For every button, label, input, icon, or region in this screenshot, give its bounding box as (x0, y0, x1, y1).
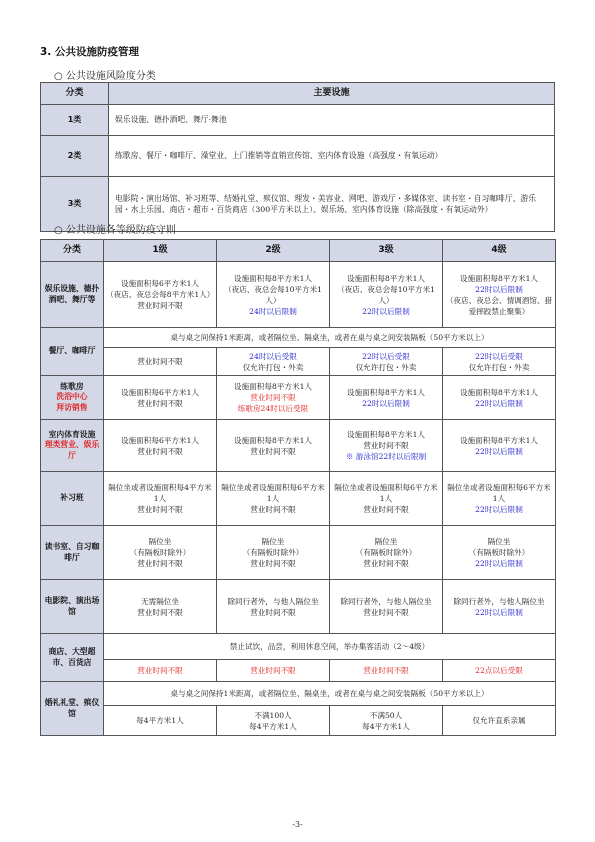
table-row (41, 472, 556, 526)
level-4-cell: 设施面积每8平方米1人 22时以后限制 (443, 420, 556, 472)
table-row (41, 262, 556, 328)
level-4-cell: 隔位坐或者设施面积每6平方米1人 22时以后限制 (443, 472, 556, 526)
level-3-cell: 隔位坐或者设施面积每6平方米1人 营业时间不限 (330, 472, 443, 526)
level-2-cell: 隔位坐或者设施面积每6平方米1人 营业时间不限 (217, 472, 330, 526)
level-2-cell: 不满100人 每4平方米1人 (217, 706, 330, 736)
level-3-cell: 设施面积每8平方米1人 营业时间不限 ※ 游泳馆22时以后限制 (330, 420, 443, 472)
spanning-rule-cell: 禁止试饮，品尝，利用休息空间，举办集客活动（2～4级） (104, 634, 556, 660)
table-row (41, 376, 556, 420)
level-4-cell: 仅允许直系亲属 (443, 706, 556, 736)
level-2-cell: 隔位坐 （有隔板时除外） 营业时间不限 (217, 526, 330, 580)
level-1-cell: 营业时间不限 (104, 660, 217, 682)
category-cell-karaoke: 练歌房 洗浴中心 拜访销售 (41, 376, 104, 420)
table-row (41, 105, 555, 136)
risk-classification-table (40, 82, 555, 232)
table-row (41, 136, 555, 177)
table-row (41, 660, 556, 682)
level-4-cell: 除同行者外，与他人隔位坐 22时以后限制 (443, 580, 556, 634)
level-2-cell: 营业时间不限 (217, 660, 330, 682)
level-3-cell: 22时以后受限 仅允许打包・外卖 (330, 348, 443, 376)
category-cell-wedding: 婚礼礼堂、殡仪馆 (41, 682, 104, 736)
level-4-cell: 22点以后受限 (443, 660, 556, 682)
level-1-cell: 无需隔位坐 营业时间不限 (104, 580, 217, 634)
table-row (41, 526, 556, 580)
level-4-cell: 隔位坐 （有隔板时除外） 22时以后限制 (443, 526, 556, 580)
rules-table (40, 239, 556, 736)
table-row (41, 328, 556, 348)
page-number: -3- (292, 820, 303, 829)
header-level-2: 2级 (217, 240, 330, 262)
level-2-cell: 设施面积每8平方米1人 （夜店、夜总会每10平方米1人） 24时以后限制 (217, 262, 330, 328)
facilities-cell: 电影院・演出场馆、补习班等、结婚礼堂、殡仪馆、理发・美容业、网吧、游戏厅・多媒体室、读书室・自习咖啡厅、游乐园・水上乐园、商店・超市・百货商店（300平方米以上）、娱乐场、室内体育设施（除高强度・有氧运动外） (109, 177, 555, 232)
table-row (41, 682, 556, 706)
level-4-cell: 设施面积每8平方米1人 22时以后限制 （夜店、夜总会、情调酒馆、猎爱摔跤禁止聚集） (443, 262, 556, 328)
level-1-cell: 设施面积每6平方米1人 营业时间不限 (104, 376, 217, 420)
level-1-cell: 设施面积每6平方米1人 （夜店、夜总会每8平方米1人） 营业时间不限 (104, 262, 217, 328)
level-1-cell: 设施面积每6平方米1人 营业时间不限 (104, 420, 217, 472)
risk-table-subtitle: ○ 公共设施风险度分类 (54, 71, 156, 82)
category-cell-reading-room: 读书室、自习咖啡厅 (41, 526, 104, 580)
level-3-cell: 隔位坐 （有隔板时除外） 营业时间不限 (330, 526, 443, 580)
spanning-rule-cell: 桌与桌之间保持1米距离，或者隔位坐、隔桌坐，或者在桌与桌之间安装隔板（50平方米以上） (104, 682, 556, 706)
table-row (41, 706, 556, 736)
category-cell: 1类 (41, 105, 109, 136)
category-cell-restaurant: 餐厅、咖啡厅 (41, 328, 104, 376)
level-3-cell: 设施面积每8平方米1人 （夜店、夜总会每10平方米1人） 22时以后限制 (330, 262, 443, 328)
facilities-cell: 娱乐设施、德扑酒吧、舞厅·舞池 (109, 105, 555, 136)
level-4-cell: 设施面积每8平方米1人 22时以后限制 (443, 376, 556, 420)
level-1-cell: 隔位坐 （有隔板时除外） 营业时间不限 (104, 526, 217, 580)
level-3-cell: 营业时间不限 (330, 660, 443, 682)
header-level-1: 1级 (104, 240, 217, 262)
category-cell-cinema: 电影院、演出场馆 (41, 580, 104, 634)
facilities-cell: 练歌房、餐厅・咖啡厅、澡堂业、上门推销等直销宣传馆、室内体育设施（高强度・有氧运动） (109, 136, 555, 177)
level-3-cell: 除同行者外，与他人隔位坐 营业时间不限 (330, 580, 443, 634)
level-1-cell: 隔位坐或者设施面积每4平方米1人 营业时间不限 (104, 472, 217, 526)
rules-table-subtitle: ○ 公共设施各等级防疫守则 (54, 225, 176, 236)
header-main-facilities: 主要设施 (109, 83, 555, 105)
level-3-cell: 不满50人 每4平方米1人 (330, 706, 443, 736)
category-cell: 3类 (41, 177, 109, 232)
header-level-3: 3级 (330, 240, 443, 262)
header-category: 分类 (41, 83, 109, 105)
level-2-cell: 设施面积每8平方米1人 营业时间不限 练歌房24时以后受限 (217, 376, 330, 420)
level-4-cell: 22时以后受限 仅允许打包・外卖 (443, 348, 556, 376)
level-1-cell: 每4平方米1人 (104, 706, 217, 736)
header-level-4: 4级 (443, 240, 556, 262)
table-row (41, 420, 556, 472)
level-2-cell: 24时以后受限 仅允许打包・外卖 (217, 348, 330, 376)
category-cell-academy: 补习班 (41, 472, 104, 526)
category-cell-entertainment: 娱乐设施、德扑酒吧、舞厅等 (41, 262, 104, 328)
section-title: 3. 公共设施防疫管理 (40, 46, 139, 58)
category-cell-indoor-sports: 室内体育设施 理类营业、娱乐厅 (41, 420, 104, 472)
category-cell-stores: 商店、大型超市、百货店 (41, 634, 104, 682)
category-cell: 2类 (41, 136, 109, 177)
table-row (41, 580, 556, 634)
level-3-cell: 设施面积每8平方米1人 22时以后限制 (330, 376, 443, 420)
table-row (41, 348, 556, 376)
level-1-cell: 营业时间不限 (104, 348, 217, 376)
level-2-cell: 除同行者外，与他人隔位坐 营业时间不限 (217, 580, 330, 634)
level-2-cell: 设施面积每8平方米1人 营业时间不限 (217, 420, 330, 472)
header-category: 分类 (41, 240, 104, 262)
spanning-rule-cell: 桌与桌之间保持1米距离，或者隔位坐、隔桌坐，或者在桌与桌之间安装隔板（50平方米以上） (104, 328, 556, 348)
table-row (41, 634, 556, 660)
